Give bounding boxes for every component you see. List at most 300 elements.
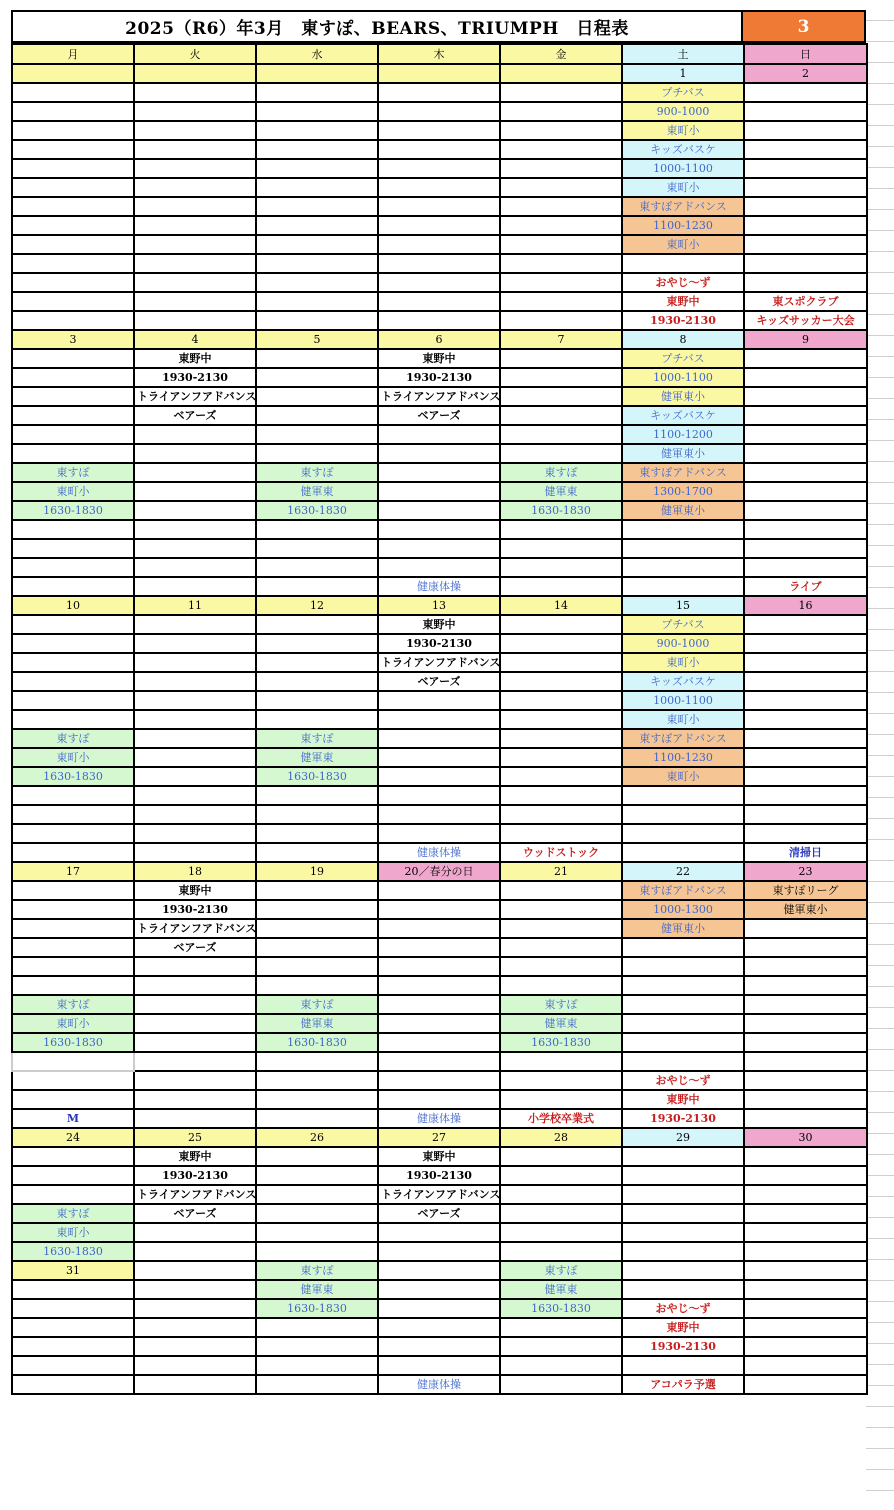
cell-sat [622,976,744,995]
cell-thu [378,501,500,520]
cell-tue: トライアンフアドバンス [134,1185,256,1204]
cell-wed [256,1185,378,1204]
cell-tue [134,273,256,292]
cell-thu [378,539,500,558]
cell-fri: 28 [500,1128,622,1147]
cell-sun [744,1261,867,1280]
cell-tue [134,1375,256,1394]
schedule-row [12,672,867,691]
cell-mon [12,938,134,957]
cell-tue [134,482,256,501]
cell-mon: 10 [12,596,134,615]
cell-tue [134,1033,256,1052]
cell-fri [500,425,622,444]
cell-mon: 東町小 [12,1014,134,1033]
cell-tue: 25 [134,1128,256,1147]
cell-sun [744,140,867,159]
cell-sat: プチバス [622,615,744,634]
schedule-row [12,729,867,748]
cell-thu [378,292,500,311]
cell-wed [256,1052,378,1071]
cell-wed [256,824,378,843]
cell-wed [256,1147,378,1166]
cell-thu [378,1223,500,1242]
cell-tue [134,83,256,102]
schedule-row [12,64,867,83]
cell-sat [622,1261,744,1280]
cell-fri [500,615,622,634]
schedule-row [12,805,867,824]
cell-tue [134,634,256,653]
schedule-row [12,1223,867,1242]
cell-wed [256,121,378,140]
cell-mon: 31 [12,1261,134,1280]
cell-fri: 東すぽ [500,1261,622,1280]
cell-sat: 1000-1300 [622,900,744,919]
cell-mon [12,539,134,558]
cell-sun [744,1223,867,1242]
cell-mon: M [12,1109,134,1128]
cell-sun [744,1090,867,1109]
cell-sun: 9 [744,330,867,349]
cell-fri [500,254,622,273]
weekday-tue: 火 [134,44,256,64]
cell-sat: 1000-1100 [622,691,744,710]
cell-tue [134,1280,256,1299]
cell-thu [378,178,500,197]
cell-sun [744,672,867,691]
schedule-row [12,615,867,634]
cell-fri: 小学校卒業式 [500,1109,622,1128]
cell-mon [12,178,134,197]
cell-wed [256,273,378,292]
cell-sat [622,1242,744,1261]
cell-thu [378,938,500,957]
cell-sun: 16 [744,596,867,615]
cell-wed [256,615,378,634]
schedule-row [12,444,867,463]
cell-tue [134,1356,256,1375]
cell-mon [12,1280,134,1299]
cell-tue [134,292,256,311]
cell-tue [134,729,256,748]
cell-thu [378,1261,500,1280]
cell-tue [134,748,256,767]
cell-sat: 東すぽアドバンス [622,729,744,748]
cell-mon: 東すぽ [12,995,134,1014]
cell-tue [134,843,256,862]
cell-sun [744,159,867,178]
cell-fri [500,1090,622,1109]
cell-mon [12,387,134,406]
cell-sun [744,178,867,197]
cell-sun [744,710,867,729]
cell-tue: 1930-2130 [134,900,256,919]
cell-tue: 東野中 [134,349,256,368]
schedule-row [12,710,867,729]
cell-sat [622,1033,744,1052]
cell-tue: 1930-2130 [134,1166,256,1185]
cell-sun [744,1280,867,1299]
cell-tue: 1930-2130 [134,368,256,387]
cell-wed: 1630-1830 [256,1299,378,1318]
schedule-row [12,748,867,767]
cell-mon [12,1299,134,1318]
cell-sun [744,1147,867,1166]
cell-fri [500,178,622,197]
schedule-row [12,235,867,254]
cell-mon [12,691,134,710]
cell-mon: 東すぽ [12,463,134,482]
cell-fri [500,1318,622,1337]
cell-fri [500,748,622,767]
cell-thu [378,482,500,501]
schedule-row [12,881,867,900]
cell-mon [12,805,134,824]
cell-sun [744,387,867,406]
cell-wed [256,83,378,102]
weekday-sun: 日 [744,44,867,64]
cell-thu [378,1052,500,1071]
cell-sat [622,1147,744,1166]
cell-thu: 27 [378,1128,500,1147]
schedule-row [12,558,867,577]
cell-wed [256,368,378,387]
cell-mon: 東町小 [12,1223,134,1242]
cell-fri [500,938,622,957]
cell-sat: 健軍東小 [622,501,744,520]
cell-sun [744,1109,867,1128]
cell-wed [256,919,378,938]
cell-wed [256,292,378,311]
cell-tue: 4 [134,330,256,349]
cell-thu [378,824,500,843]
cell-wed [256,558,378,577]
cell-sun [744,1375,867,1394]
cell-tue: トライアンフアドバンス [134,387,256,406]
cell-thu [378,691,500,710]
schedule-row [12,653,867,672]
cell-thu [378,140,500,159]
cell-fri [500,102,622,121]
cell-mon [12,64,134,83]
cell-fri: 7 [500,330,622,349]
cell-mon [12,710,134,729]
schedule-row [12,121,867,140]
cell-wed: 健軍東 [256,1014,378,1033]
cell-sat: 東野中 [622,1318,744,1337]
cell-wed [256,1090,378,1109]
cell-tue [134,197,256,216]
cell-wed [256,634,378,653]
schedule-row [12,919,867,938]
cell-thu [378,273,500,292]
cell-sun [744,1337,867,1356]
cell-mon [12,558,134,577]
cell-mon [12,1147,134,1166]
cell-tue: 18 [134,862,256,881]
cell-sun [744,976,867,995]
cell-thu: 13 [378,596,500,615]
cell-thu: トライアンフアドバンス [378,387,500,406]
schedule-row [12,368,867,387]
cell-sat [622,558,744,577]
cell-sat [622,1280,744,1299]
cell-wed: 東すぽ [256,463,378,482]
cell-tue [134,1014,256,1033]
cell-tue [134,311,256,330]
cell-mon: 東すぽ [12,729,134,748]
cell-wed: 健軍東 [256,1280,378,1299]
cell-mon [12,368,134,387]
cell-tue [134,463,256,482]
cell-sat [622,805,744,824]
cell-fri [500,349,622,368]
schedule-row [12,1166,867,1185]
cell-mon [12,1337,134,1356]
cell-thu [378,710,500,729]
schedule-row [12,1109,867,1128]
cell-tue [134,824,256,843]
cell-wed [256,349,378,368]
cell-thu [378,900,500,919]
cell-sat: おやじ〜ず [622,273,744,292]
schedule-row [12,577,867,596]
weekday-thu: 木 [378,44,500,64]
schedule-row [12,1014,867,1033]
cell-sat: 東すぽアドバンス [622,197,744,216]
cell-tue [134,805,256,824]
cell-sat: 1100-1230 [622,216,744,235]
cell-thu: 1930-2130 [378,634,500,653]
cell-sun [744,520,867,539]
cell-sat: キッズバスケ [622,140,744,159]
cell-tue [134,235,256,254]
cell-thu [378,919,500,938]
cell-thu [378,976,500,995]
cell-fri [500,919,622,938]
cell-fri [500,710,622,729]
cell-thu: 6 [378,330,500,349]
cell-mon [12,976,134,995]
cell-thu [378,520,500,539]
cell-sun: 健軍東小 [744,900,867,919]
cell-thu [378,748,500,767]
cell-wed: 健軍東 [256,482,378,501]
cell-sat: 東すぽアドバンス [622,881,744,900]
cell-mon [12,121,134,140]
cell-mon [12,957,134,976]
cell-fri [500,1356,622,1375]
schedule-row [12,862,867,881]
cell-tue: 11 [134,596,256,615]
cell-sat: プチバス [622,83,744,102]
schedule-row [12,938,867,957]
cell-fri [500,824,622,843]
cell-sun [744,1185,867,1204]
cell-mon [12,786,134,805]
cell-thu [378,311,500,330]
cell-sat: 東町小 [622,710,744,729]
cell-tue: 東野中 [134,1147,256,1166]
cell-tue: ベアーズ [134,1204,256,1223]
cell-sun [744,1033,867,1052]
cell-sat [622,938,744,957]
schedule-row [12,406,867,425]
schedule-row [12,691,867,710]
schedule-row [12,976,867,995]
cell-fri: 東すぽ [500,995,622,1014]
cell-wed: 1630-1830 [256,501,378,520]
cell-sat: 1300-1700 [622,482,744,501]
cell-tue: トライアンフアドバンス [134,919,256,938]
cell-sun [744,1071,867,1090]
cell-wed [256,216,378,235]
cell-sat [622,520,744,539]
cell-mon [12,311,134,330]
cell-wed [256,1242,378,1261]
cell-tue [134,615,256,634]
cell-wed [256,710,378,729]
cell-wed [256,938,378,957]
cell-fri [500,235,622,254]
cell-thu [378,159,500,178]
schedule-row [12,1299,867,1318]
cell-wed [256,444,378,463]
cell-sat: 29 [622,1128,744,1147]
cell-tue [134,1052,256,1071]
schedule-row [12,634,867,653]
schedule-row [12,254,867,273]
cell-mon [12,1166,134,1185]
schedule-row [12,311,867,330]
cell-mon: 1630-1830 [12,1242,134,1261]
cell-fri: 東すぽ [500,463,622,482]
cell-sun [744,786,867,805]
schedule-row [12,273,867,292]
month-badge: 3 [743,10,866,43]
cell-sun [744,216,867,235]
schedule-row [12,1375,867,1394]
cell-sun [744,121,867,140]
cell-sat [622,1223,744,1242]
cell-sat [622,995,744,1014]
cell-mon [12,824,134,843]
cell-mon [12,1052,134,1071]
cell-tue [134,444,256,463]
schedule-row [12,330,867,349]
cell-fri [500,387,622,406]
cell-thu [378,1299,500,1318]
cell-sat: おやじ〜ず [622,1071,744,1090]
cell-fri [500,653,622,672]
cell-tue [134,1261,256,1280]
schedule-row [12,1204,867,1223]
cell-sat: 東すぽアドバンス [622,463,744,482]
cell-thu: 1930-2130 [378,1166,500,1185]
cell-thu [378,1356,500,1375]
cell-tue [134,710,256,729]
cell-wed [256,520,378,539]
cell-sun [744,938,867,957]
cell-tue [134,995,256,1014]
cell-mon [12,197,134,216]
cell-tue [134,767,256,786]
cell-fri: 健軍東 [500,482,622,501]
weekday-wed: 水 [256,44,378,64]
cell-wed [256,1071,378,1090]
cell-sat: 1930-2130 [622,1337,744,1356]
cell-thu [378,197,500,216]
cell-fri [500,672,622,691]
schedule-row [12,102,867,121]
cell-fri [500,1147,622,1166]
cell-wed [256,1337,378,1356]
cell-thu: 東野中 [378,615,500,634]
cell-sat: 東町小 [622,653,744,672]
cell-fri [500,311,622,330]
cell-thu: トライアンフアドバンス [378,653,500,672]
cell-sun [744,729,867,748]
weekday-header-row [12,44,867,64]
cell-mon [12,425,134,444]
schedule-row [12,159,867,178]
schedule-row [12,387,867,406]
cell-thu: トライアンフアドバンス [378,1185,500,1204]
cell-sat: 東野中 [622,292,744,311]
cell-mon [12,843,134,862]
cell-tue [134,1223,256,1242]
cell-mon [12,1356,134,1375]
schedule-row [12,843,867,862]
cell-sat [622,1166,744,1185]
cell-fri: 14 [500,596,622,615]
cell-thu [378,83,500,102]
cell-wed [256,102,378,121]
cell-wed [256,900,378,919]
schedule-row [12,539,867,558]
cell-sat: 1000-1100 [622,368,744,387]
cell-fri [500,1242,622,1261]
cell-tue [134,691,256,710]
cell-sun [744,995,867,1014]
cell-fri: 1630-1830 [500,1299,622,1318]
cell-sat: 900-1000 [622,634,744,653]
cell-fri [500,216,622,235]
cell-fri [500,900,622,919]
cell-sun [744,691,867,710]
cell-sun: 23 [744,862,867,881]
cell-tue [134,672,256,691]
cell-sun [744,919,867,938]
schedule-row [12,140,867,159]
cell-thu: 健康体操 [378,1109,500,1128]
cell-tue [134,653,256,672]
cell-mon [12,919,134,938]
cell-mon [12,406,134,425]
cell-wed [256,1318,378,1337]
cell-sat [622,824,744,843]
cell-sun [744,349,867,368]
cell-wed [256,805,378,824]
cell-sun [744,482,867,501]
cell-thu [378,102,500,121]
cell-sat [622,539,744,558]
schedule-row [12,900,867,919]
cell-fri [500,140,622,159]
cell-wed [256,1356,378,1375]
cell-sat: 健軍東小 [622,387,744,406]
